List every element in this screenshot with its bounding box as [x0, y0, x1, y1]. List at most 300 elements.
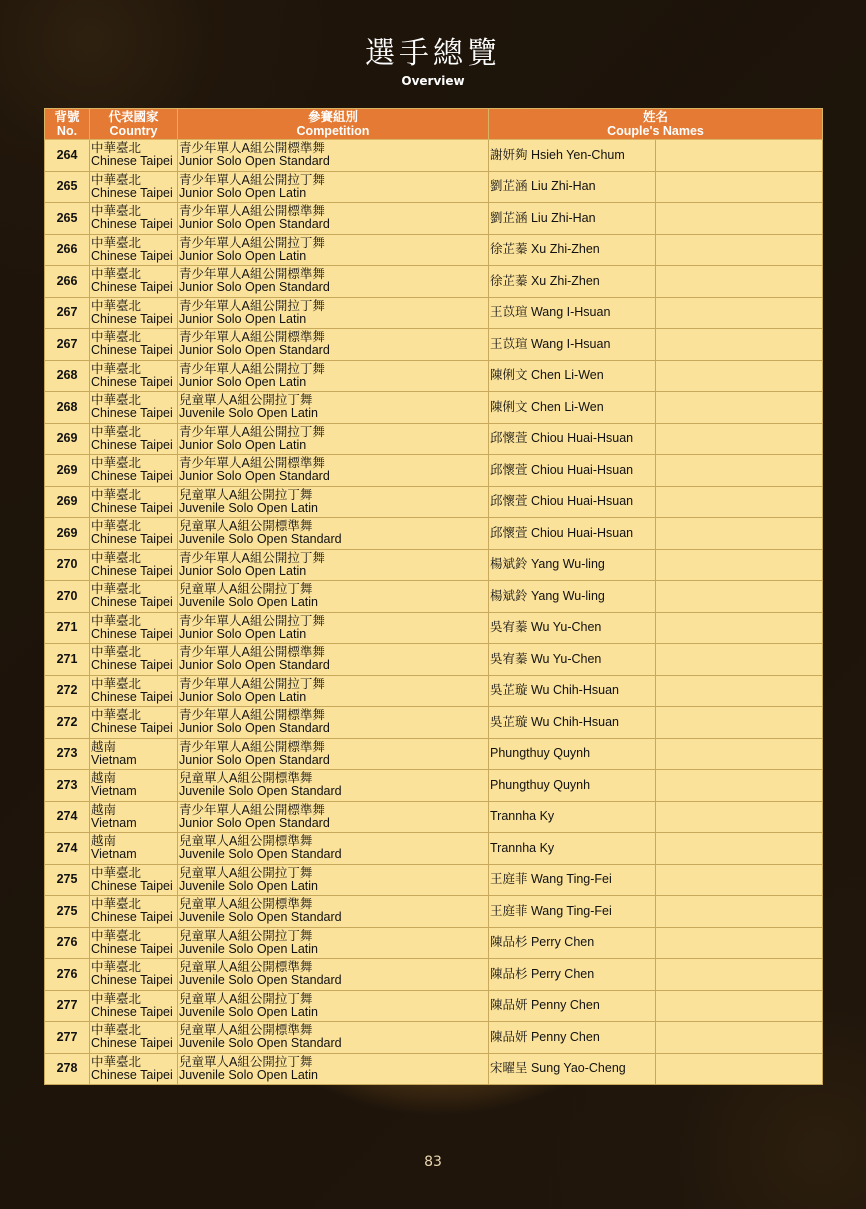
- country-cell: [90, 329, 178, 361]
- competitor-name: 吳宥蓁 Wu Yu-Chen: [489, 644, 656, 676]
- partner-name-empty: [656, 927, 823, 959]
- col-header-country-zh: 代表國家: [108, 110, 159, 124]
- country-en: Chinese Taipei: [91, 280, 173, 295]
- competition-cell: [178, 423, 489, 455]
- country-en: Chinese Taipei: [91, 973, 173, 988]
- competition-zh: 兒童單人A組公開標準舞: [179, 771, 313, 786]
- competition-zh: 兒童單人A組公開拉丁舞: [179, 865, 313, 880]
- competitor-name: 陳品妍 Penny Chen: [489, 990, 656, 1022]
- country-cell: [90, 266, 178, 298]
- country-zh: 中華臺北: [91, 865, 142, 880]
- country-en: Chinese Taipei: [91, 469, 173, 484]
- partner-name-empty: [656, 518, 823, 550]
- competition-en: Juvenile Solo Open Standard: [179, 973, 342, 988]
- partner-name-empty: [656, 549, 823, 581]
- competition-cell: [178, 518, 489, 550]
- bib-number: 275: [45, 864, 90, 896]
- col-header-no-zh: 背號: [54, 110, 80, 124]
- bib-number: 268: [45, 360, 90, 392]
- competition-en: Junior Solo Open Standard: [179, 280, 330, 295]
- competition-cell: [178, 864, 489, 896]
- competition-cell: [178, 266, 489, 298]
- competitor-name: 謝妍夠 Hsieh Yen-Chum: [489, 140, 656, 172]
- partner-name-empty: [656, 423, 823, 455]
- table-row: [45, 990, 823, 1022]
- competitor-name: 陳品妍 Penny Chen: [489, 1022, 656, 1054]
- country-zh: 中華臺北: [91, 613, 142, 628]
- competitor-name: 劉芷涵 Liu Zhi-Han: [489, 171, 656, 203]
- competition-cell: [178, 171, 489, 203]
- bib-number: 276: [45, 927, 90, 959]
- competition-en: Junior Solo Open Latin: [179, 248, 307, 263]
- partner-name-empty: [656, 738, 823, 770]
- bib-number: 271: [45, 644, 90, 676]
- competition-zh: 青少年單人A組公開拉丁舞: [179, 172, 325, 187]
- table-row: [45, 801, 823, 833]
- partner-name-empty: [656, 329, 823, 361]
- country-en: Chinese Taipei: [91, 343, 173, 358]
- country-zh: 中華臺北: [91, 393, 142, 408]
- competitor-name: 陳俐文 Chen Li-Wen: [489, 360, 656, 392]
- partner-name-empty: [656, 801, 823, 833]
- partner-name-empty: [656, 1053, 823, 1085]
- bib-number: 269: [45, 486, 90, 518]
- country-zh: 中華臺北: [91, 456, 142, 471]
- competition-en: Juvenile Solo Open Latin: [179, 1067, 318, 1082]
- competition-cell: [178, 297, 489, 329]
- country-zh: 中華臺北: [91, 1023, 142, 1038]
- competition-en: Junior Solo Open Standard: [179, 815, 330, 830]
- table-row: [45, 171, 823, 203]
- competitor-name: 邱懷萱 Chiou Huai-Hsuan: [489, 455, 656, 487]
- country-cell: [90, 486, 178, 518]
- table-header-row: [45, 109, 823, 140]
- partner-name-empty: [656, 644, 823, 676]
- col-header-names-en: Couple's Names: [607, 124, 704, 138]
- competition-en: Junior Solo Open Standard: [179, 217, 330, 232]
- country-cell: [90, 1022, 178, 1054]
- competition-en: Juvenile Solo Open Latin: [179, 595, 318, 610]
- partner-name-empty: [656, 266, 823, 298]
- country-zh: 越南: [91, 802, 117, 817]
- competition-en: Junior Solo Open Latin: [179, 437, 307, 452]
- table-row: [45, 329, 823, 361]
- page-number: 83: [424, 1154, 442, 1170]
- competitor-name: 楊斌鈴 Yang Wu-ling: [489, 581, 656, 613]
- competitor-name: 邱懷萱 Chiou Huai-Hsuan: [489, 518, 656, 550]
- country-en: Vietnam: [91, 752, 137, 767]
- competition-cell: [178, 612, 489, 644]
- table-row: [45, 423, 823, 455]
- country-cell: [90, 423, 178, 455]
- country-en: Chinese Taipei: [91, 311, 173, 326]
- partner-name-empty: [656, 171, 823, 203]
- competitor-name: 陳俐文 Chen Li-Wen: [489, 392, 656, 424]
- table-row: [45, 833, 823, 865]
- table-row: [45, 707, 823, 739]
- bib-number: 274: [45, 833, 90, 865]
- table-row: [45, 518, 823, 550]
- col-header-no-en: No.: [56, 124, 78, 138]
- country-en: Chinese Taipei: [91, 563, 173, 578]
- page-header: [0, 36, 866, 88]
- competition-zh: 青少年單人A組公開拉丁舞: [179, 676, 325, 691]
- country-zh: 中華臺北: [91, 960, 142, 975]
- country-zh: 中華臺北: [91, 708, 142, 723]
- country-en: Chinese Taipei: [91, 185, 173, 200]
- table-row: [45, 1022, 823, 1054]
- competition-cell: [178, 140, 489, 172]
- competition-en: Juvenile Solo Open Standard: [179, 1036, 342, 1051]
- country-cell: [90, 612, 178, 644]
- country-zh: 中華臺北: [91, 141, 142, 156]
- col-header-competition: [178, 109, 489, 140]
- country-zh: 中華臺北: [91, 204, 142, 219]
- country-zh: 中華臺北: [91, 928, 142, 943]
- country-zh: 中華臺北: [91, 267, 142, 282]
- competition-zh: 兒童單人A組公開拉丁舞: [179, 991, 313, 1006]
- country-zh: 越南: [91, 771, 117, 786]
- country-zh: 中華臺北: [91, 991, 142, 1006]
- country-en: Vietnam: [91, 847, 137, 862]
- table-row: [45, 738, 823, 770]
- competitor-table: [44, 108, 823, 1085]
- country-en: Chinese Taipei: [91, 941, 173, 956]
- partner-name-empty: [656, 140, 823, 172]
- bib-number: 276: [45, 959, 90, 991]
- table-row: [45, 266, 823, 298]
- bib-number: 273: [45, 770, 90, 802]
- partner-name-empty: [656, 581, 823, 613]
- table-body: [45, 140, 823, 1085]
- country-cell: [90, 297, 178, 329]
- competition-cell: [178, 896, 489, 928]
- competition-zh: 兒童單人A組公開拉丁舞: [179, 928, 313, 943]
- bib-number: 266: [45, 234, 90, 266]
- bib-number: 268: [45, 392, 90, 424]
- country-cell: [90, 770, 178, 802]
- country-zh: 中華臺北: [91, 235, 142, 250]
- country-cell: [90, 392, 178, 424]
- competitor-name: 徐芷蓁 Xu Zhi-Zhen: [489, 234, 656, 266]
- bib-number: 270: [45, 549, 90, 581]
- table-row: [45, 140, 823, 172]
- partner-name-empty: [656, 959, 823, 991]
- country-zh: 中華臺北: [91, 582, 142, 597]
- competitor-name: 邱懷萱 Chiou Huai-Hsuan: [489, 486, 656, 518]
- country-cell: [90, 549, 178, 581]
- country-zh: 中華臺北: [91, 487, 142, 502]
- partner-name-empty: [656, 392, 823, 424]
- col-header-competition-en: Competition: [296, 124, 370, 138]
- country-cell: [90, 171, 178, 203]
- country-zh: 中華臺北: [91, 519, 142, 534]
- competition-cell: [178, 959, 489, 991]
- country-en: Chinese Taipei: [91, 658, 173, 673]
- country-en: Chinese Taipei: [91, 1036, 173, 1051]
- competitor-name: Trannha Ky: [489, 801, 656, 833]
- competition-en: Juvenile Solo Open Latin: [179, 1004, 318, 1019]
- country-cell: [90, 140, 178, 172]
- country-zh: 中華臺北: [91, 330, 142, 345]
- country-zh: 中華臺北: [91, 550, 142, 565]
- partner-name-empty: [656, 612, 823, 644]
- competitor-name: 劉芷涵 Liu Zhi-Han: [489, 203, 656, 235]
- competition-zh: 兒童單人A組公開拉丁舞: [179, 1054, 313, 1069]
- partner-name-empty: [656, 486, 823, 518]
- competition-en: Juvenile Solo Open Standard: [179, 847, 342, 862]
- country-cell: [90, 455, 178, 487]
- bib-number: 274: [45, 801, 90, 833]
- competition-cell: [178, 927, 489, 959]
- country-en: Chinese Taipei: [91, 248, 173, 263]
- competition-zh: 兒童單人A組公開拉丁舞: [179, 487, 313, 502]
- country-en: Chinese Taipei: [91, 595, 173, 610]
- table-row: [45, 770, 823, 802]
- country-zh: 中華臺北: [91, 424, 142, 439]
- bib-number: 269: [45, 518, 90, 550]
- country-en: Chinese Taipei: [91, 217, 173, 232]
- bib-number: 264: [45, 140, 90, 172]
- competition-cell: [178, 360, 489, 392]
- competition-zh: 兒童單人A組公開標準舞: [179, 960, 313, 975]
- bib-number: 270: [45, 581, 90, 613]
- table-row: [45, 644, 823, 676]
- competition-en: Junior Solo Open Standard: [179, 658, 330, 673]
- country-cell: [90, 801, 178, 833]
- bib-number: 277: [45, 990, 90, 1022]
- table-row: [45, 297, 823, 329]
- partner-name-empty: [656, 896, 823, 928]
- competition-en: Junior Solo Open Latin: [179, 563, 307, 578]
- competition-en: Junior Solo Open Standard: [179, 721, 330, 736]
- table-row: [45, 896, 823, 928]
- competition-cell: [178, 203, 489, 235]
- country-cell: [90, 990, 178, 1022]
- col-header-no: [45, 109, 90, 140]
- competition-en: Juvenile Solo Open Latin: [179, 406, 318, 421]
- table-row: [45, 203, 823, 235]
- competition-en: Juvenile Solo Open Standard: [179, 532, 342, 547]
- competitor-name: Trannha Ky: [489, 833, 656, 865]
- partner-name-empty: [656, 770, 823, 802]
- competition-en: Junior Solo Open Standard: [179, 343, 330, 358]
- page-title-zh: 選手總覽: [365, 36, 501, 71]
- competition-cell: [178, 738, 489, 770]
- competitor-name: 吳芷璇 Wu Chih-Hsuan: [489, 675, 656, 707]
- competition-en: Junior Solo Open Latin: [179, 626, 307, 641]
- country-zh: 中華臺北: [91, 361, 142, 376]
- table-row: [45, 392, 823, 424]
- competitor-name: Phungthuy Quynh: [489, 770, 656, 802]
- partner-name-empty: [656, 833, 823, 865]
- table-row: [45, 581, 823, 613]
- country-cell: [90, 675, 178, 707]
- bib-number: 272: [45, 707, 90, 739]
- partner-name-empty: [656, 234, 823, 266]
- country-en: Chinese Taipei: [91, 878, 173, 893]
- bib-number: 272: [45, 675, 90, 707]
- competition-zh: 兒童單人A組公開標準舞: [179, 519, 313, 534]
- competition-cell: [178, 486, 489, 518]
- competition-zh: 兒童單人A組公開拉丁舞: [179, 393, 313, 408]
- country-en: Chinese Taipei: [91, 437, 173, 452]
- competition-zh: 青少年單人A組公開標準舞: [179, 141, 325, 156]
- competition-cell: [178, 455, 489, 487]
- country-cell: [90, 707, 178, 739]
- competition-cell: [178, 990, 489, 1022]
- partner-name-empty: [656, 455, 823, 487]
- table-row: [45, 549, 823, 581]
- col-header-country-en: Country: [109, 124, 158, 138]
- competition-en: Juvenile Solo Open Latin: [179, 500, 318, 515]
- competition-zh: 兒童單人A組公開拉丁舞: [179, 582, 313, 597]
- col-header-names-zh: 姓名: [643, 110, 669, 124]
- competition-zh: 青少年單人A組公開拉丁舞: [179, 361, 325, 376]
- competition-zh: 青少年單人A組公開標準舞: [179, 645, 325, 660]
- country-zh: 越南: [91, 834, 117, 849]
- competition-cell: [178, 644, 489, 676]
- table-row: [45, 927, 823, 959]
- competition-zh: 青少年單人A組公開標準舞: [179, 456, 325, 471]
- country-cell: [90, 959, 178, 991]
- partner-name-empty: [656, 707, 823, 739]
- competitor-name: 王庭菲 Wang Ting-Fei: [489, 896, 656, 928]
- competition-en: Junior Solo Open Latin: [179, 185, 307, 200]
- competition-cell: [178, 392, 489, 424]
- competitor-name: Phungthuy Quynh: [489, 738, 656, 770]
- country-en: Vietnam: [91, 784, 137, 799]
- country-zh: 中華臺北: [91, 1054, 142, 1069]
- partner-name-empty: [656, 360, 823, 392]
- partner-name-empty: [656, 864, 823, 896]
- competition-zh: 兒童單人A組公開標準舞: [179, 897, 313, 912]
- competition-zh: 青少年單人A組公開拉丁舞: [179, 424, 325, 439]
- table-row: [45, 360, 823, 392]
- country-zh: 中華臺北: [91, 172, 142, 187]
- partner-name-empty: [656, 675, 823, 707]
- country-cell: [90, 927, 178, 959]
- competitor-name: 楊斌鈴 Yang Wu-ling: [489, 549, 656, 581]
- country-zh: 中華臺北: [91, 298, 142, 313]
- country-cell: [90, 738, 178, 770]
- country-cell: [90, 896, 178, 928]
- competition-cell: [178, 801, 489, 833]
- competition-en: Juvenile Solo Open Latin: [179, 941, 318, 956]
- page-title-en: Overview: [401, 74, 465, 88]
- bib-number: 269: [45, 455, 90, 487]
- competition-zh: 青少年單人A組公開拉丁舞: [179, 613, 325, 628]
- country-cell: [90, 234, 178, 266]
- country-zh: 中華臺北: [91, 897, 142, 912]
- country-cell: [90, 360, 178, 392]
- competitor-name: 邱懷萱 Chiou Huai-Hsuan: [489, 423, 656, 455]
- col-header-competition-zh: 參賽組別: [307, 110, 358, 124]
- competition-zh: 青少年單人A組公開拉丁舞: [179, 298, 325, 313]
- country-en: Chinese Taipei: [91, 689, 173, 704]
- country-en: Chinese Taipei: [91, 374, 173, 389]
- competition-zh: 青少年單人A組公開標準舞: [179, 267, 325, 282]
- competitor-name: 徐芷蓁 Xu Zhi-Zhen: [489, 266, 656, 298]
- competition-zh: 青少年單人A組公開拉丁舞: [179, 550, 325, 565]
- country-zh: 越南: [91, 739, 117, 754]
- competition-en: Junior Solo Open Latin: [179, 689, 307, 704]
- country-en: Chinese Taipei: [91, 406, 173, 421]
- competition-zh: 青少年單人A組公開標準舞: [179, 739, 325, 754]
- country-en: Chinese Taipei: [91, 1004, 173, 1019]
- country-en: Chinese Taipei: [91, 154, 173, 169]
- competition-cell: [178, 770, 489, 802]
- partner-name-empty: [656, 1022, 823, 1054]
- table-row: [45, 1053, 823, 1085]
- competition-cell: [178, 234, 489, 266]
- partner-name-empty: [656, 990, 823, 1022]
- col-header-country: [90, 109, 178, 140]
- competitor-name: 宋曜呈 Sung Yao-Cheng: [489, 1053, 656, 1085]
- table-row: [45, 455, 823, 487]
- table-row: [45, 486, 823, 518]
- bib-number: 275: [45, 896, 90, 928]
- bib-number: 266: [45, 266, 90, 298]
- country-en: Chinese Taipei: [91, 910, 173, 925]
- partner-name-empty: [656, 203, 823, 235]
- country-zh: 中華臺北: [91, 676, 142, 691]
- competitor-name: 陳品杉 Perry Chen: [489, 959, 656, 991]
- bib-number: 278: [45, 1053, 90, 1085]
- competitor-name: 王庭菲 Wang Ting-Fei: [489, 864, 656, 896]
- country-en: Chinese Taipei: [91, 532, 173, 547]
- competition-en: Junior Solo Open Latin: [179, 374, 307, 389]
- competitor-name: 王苡瑄 Wang I-Hsuan: [489, 297, 656, 329]
- competitor-name: 王苡瑄 Wang I-Hsuan: [489, 329, 656, 361]
- country-en: Vietnam: [91, 815, 137, 830]
- bib-number: 277: [45, 1022, 90, 1054]
- bib-number: 271: [45, 612, 90, 644]
- competition-cell: [178, 675, 489, 707]
- table-row: [45, 612, 823, 644]
- country-en: Chinese Taipei: [91, 626, 173, 641]
- country-cell: [90, 864, 178, 896]
- competition-en: Juvenile Solo Open Standard: [179, 910, 342, 925]
- competition-en: Junior Solo Open Standard: [179, 752, 330, 767]
- competition-cell: [178, 581, 489, 613]
- country-cell: [90, 1053, 178, 1085]
- competition-en: Juvenile Solo Open Standard: [179, 784, 342, 799]
- table-row: [45, 675, 823, 707]
- country-en: Chinese Taipei: [91, 1067, 173, 1082]
- competition-cell: [178, 833, 489, 865]
- bib-number: 265: [45, 203, 90, 235]
- country-en: Chinese Taipei: [91, 500, 173, 515]
- competition-en: Junior Solo Open Standard: [179, 469, 330, 484]
- country-zh: 中華臺北: [91, 645, 142, 660]
- country-cell: [90, 581, 178, 613]
- bib-number: 267: [45, 297, 90, 329]
- competition-zh: 兒童單人A組公開標準舞: [179, 834, 313, 849]
- table-row: [45, 234, 823, 266]
- competition-en: Juvenile Solo Open Latin: [179, 878, 318, 893]
- competitor-name: 吳芷璇 Wu Chih-Hsuan: [489, 707, 656, 739]
- competition-cell: [178, 1022, 489, 1054]
- bib-number: 273: [45, 738, 90, 770]
- table-row: [45, 864, 823, 896]
- table-row: [45, 959, 823, 991]
- competition-zh: 青少年單人A組公開標準舞: [179, 708, 325, 723]
- competition-zh: 兒童單人A組公開標準舞: [179, 1023, 313, 1038]
- bib-number: 265: [45, 171, 90, 203]
- bib-number: 269: [45, 423, 90, 455]
- competitor-name: 吳宥蓁 Wu Yu-Chen: [489, 612, 656, 644]
